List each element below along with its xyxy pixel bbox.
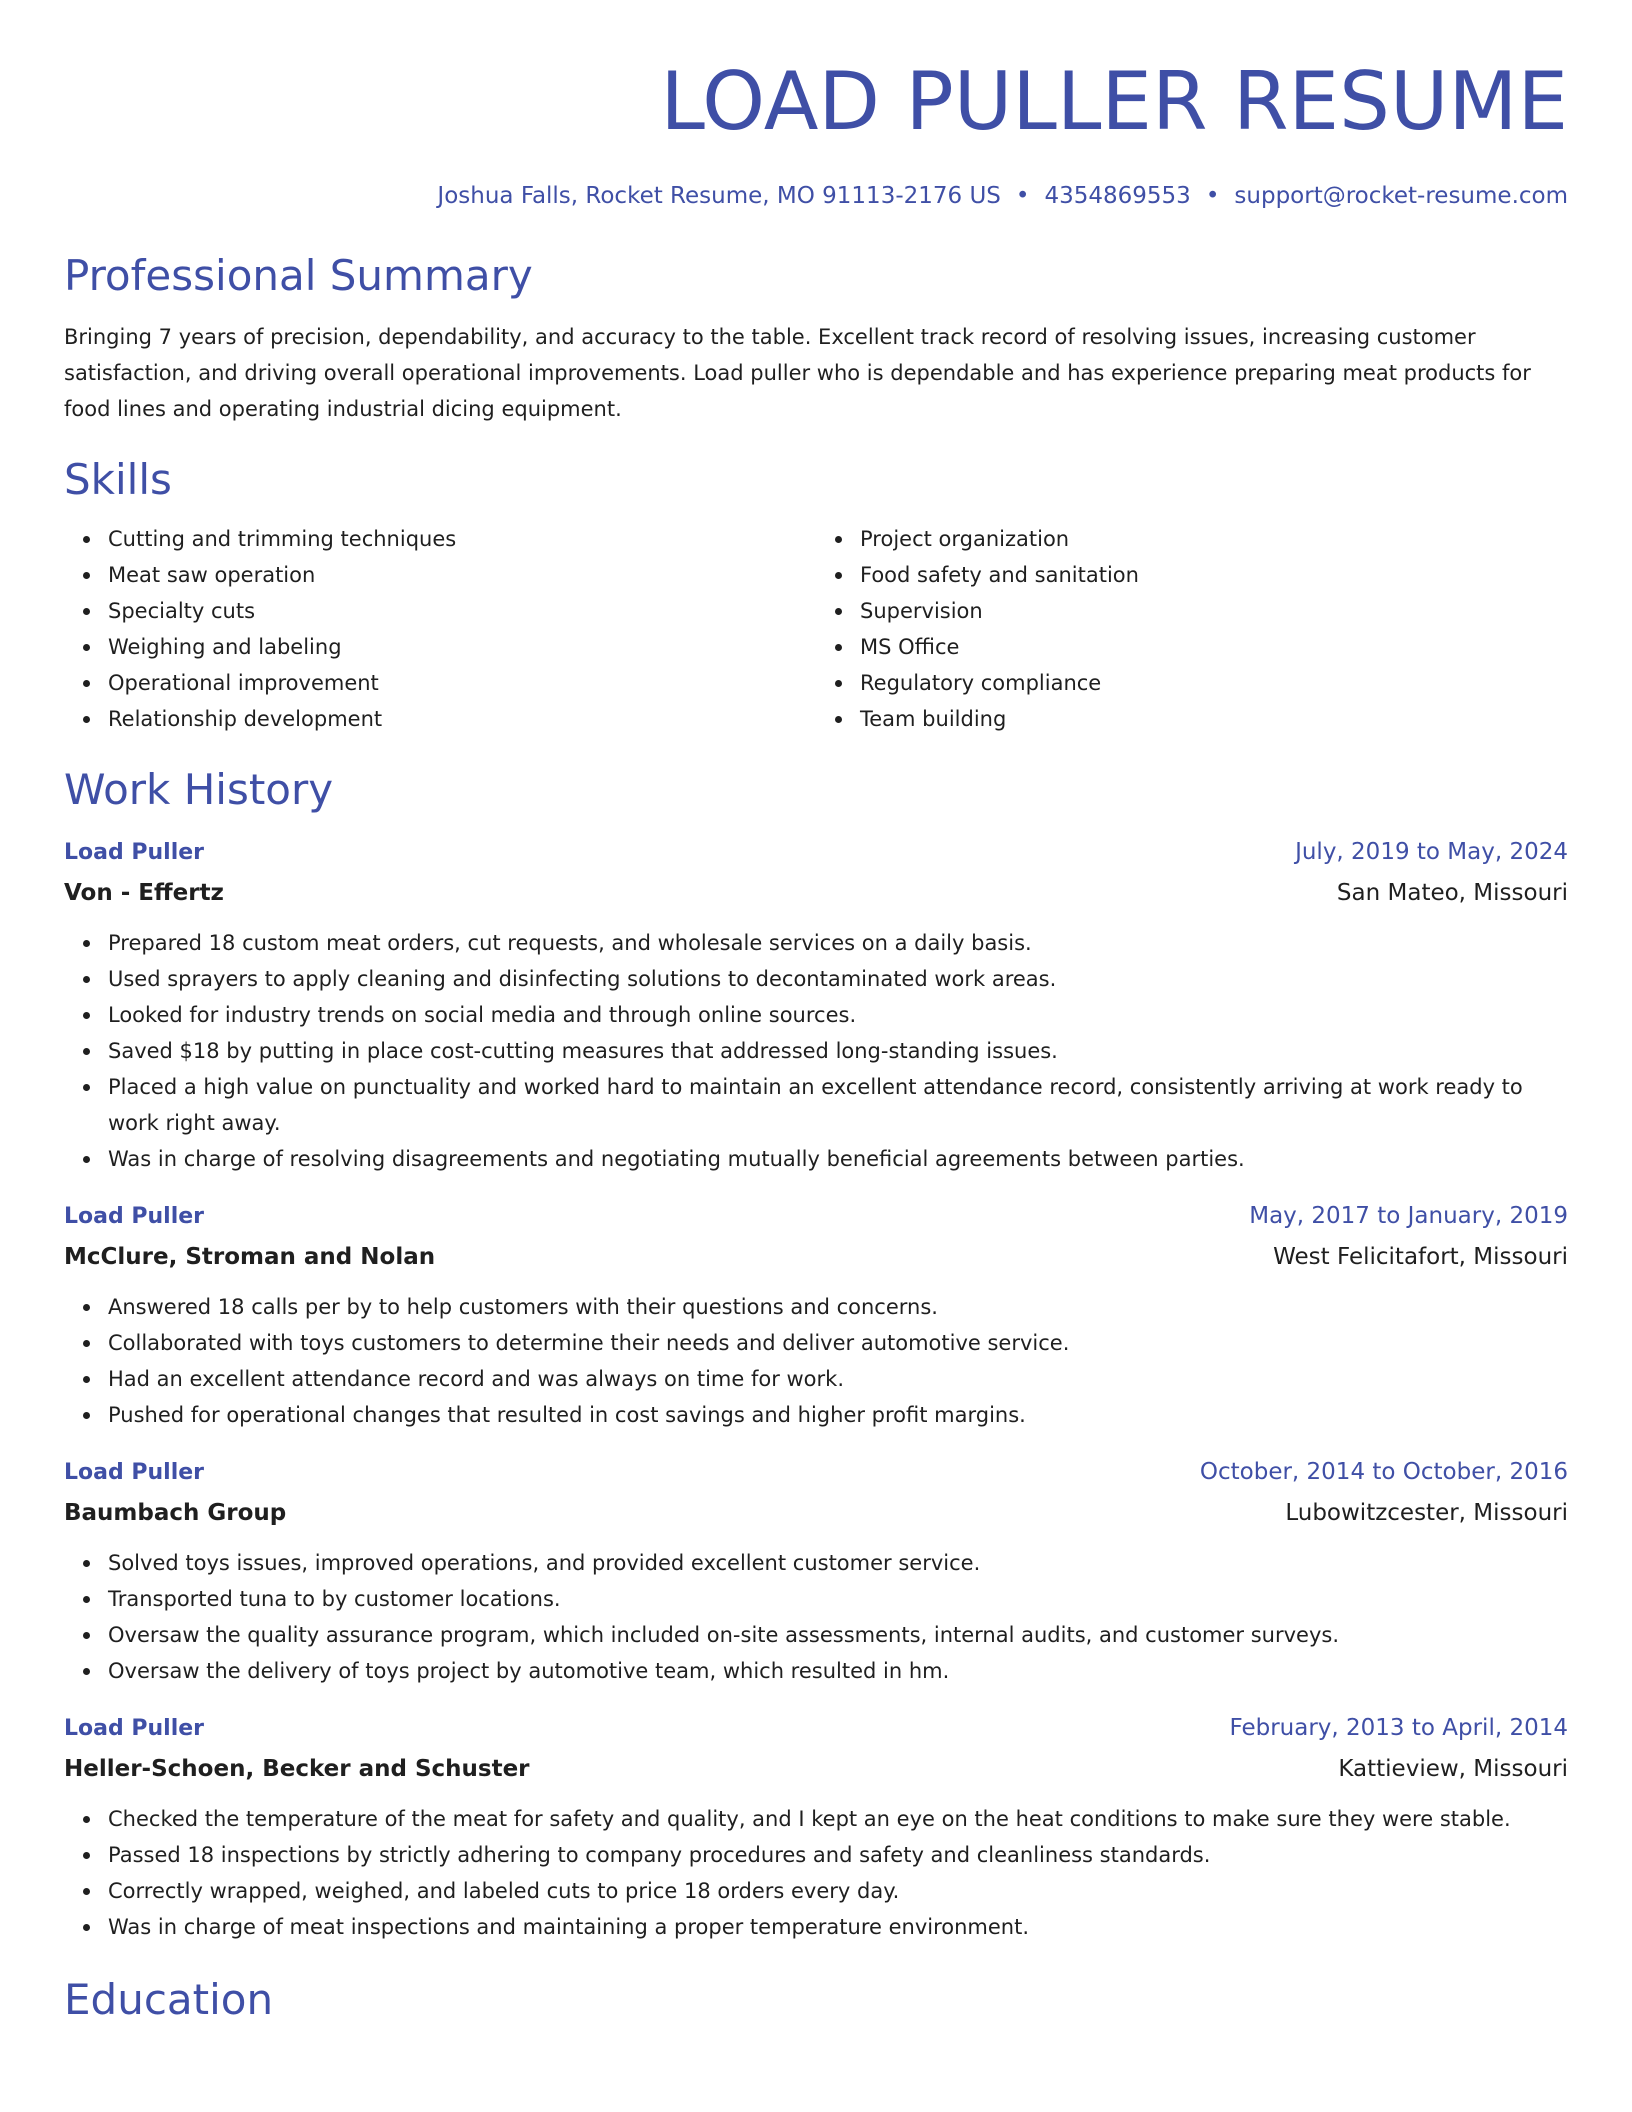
job-title: Load Puller — [64, 840, 205, 865]
job-location: Kattieview, Missouri — [1338, 1756, 1568, 1782]
job-dates: February, 2013 to April, 2014 — [1229, 1715, 1568, 1741]
job-subheader — [64, 1498, 1568, 1528]
job-duties — [64, 925, 1568, 1177]
job-subheader — [64, 1242, 1568, 1272]
skill-item: Relationship development — [108, 701, 816, 737]
job-title: Load Puller — [64, 1460, 205, 1485]
job-duty: Transported tuna to by customer locations. — [108, 1581, 1568, 1617]
summary-heading: Professional Summary — [64, 251, 533, 300]
job-duty: Looked for industry trends on social media and through online sources. — [108, 997, 1568, 1033]
contact-email: support@rocket-resume.com — [1234, 183, 1568, 209]
job-duty: Oversaw the quality assurance program, which included on-site assessments, internal audits, and customer surveys. — [108, 1617, 1568, 1653]
job-location: West Felicitafort, Missouri — [1273, 1244, 1568, 1270]
job-entry — [64, 1457, 1568, 1689]
resume-title: LOAD PULLER RESUME — [660, 55, 1568, 148]
job-duty: Was in charge of meat inspections and maintaining a proper temperature environment. — [108, 1909, 1568, 1945]
skills-column-left — [64, 521, 816, 737]
skill-item: MS Office — [860, 629, 1568, 665]
job-duties — [64, 1545, 1568, 1689]
job-duty: Saved $18 by putting in place cost-cutting measures that addressed long-standing issues. — [108, 1033, 1568, 1069]
job-company: McClure, Stroman and Nolan — [64, 1244, 436, 1270]
job-dates: October, 2014 to October, 2016 — [1199, 1459, 1568, 1485]
job-duty: Passed 18 inspections by strictly adhering to company procedures and safety and cleanliness standards. — [108, 1837, 1568, 1873]
job-location: Lubowitzcester, Missouri — [1285, 1500, 1568, 1526]
job-duty: Collaborated with toys customers to determine their needs and deliver automotive service. — [108, 1325, 1568, 1361]
job-entry — [64, 1201, 1568, 1433]
skill-item: Meat saw operation — [108, 557, 816, 593]
skill-item: Cutting and trimming techniques — [108, 521, 816, 557]
job-header — [64, 1201, 1568, 1232]
skill-item: Regulatory compliance — [860, 665, 1568, 701]
skill-item: Team building — [860, 701, 1568, 737]
job-duties — [64, 1289, 1568, 1433]
work-history-heading: Work History — [64, 765, 334, 814]
job-dates: July, 2019 to May, 2024 — [1295, 839, 1568, 865]
contact-phone: 4354869553 — [1044, 183, 1191, 209]
job-subheader — [64, 1754, 1568, 1784]
job-header — [64, 837, 1568, 868]
skill-item: Project organization — [860, 521, 1568, 557]
skill-item: Operational improvement — [108, 665, 816, 701]
skill-item: Supervision — [860, 593, 1568, 629]
job-entry — [64, 1713, 1568, 1945]
skill-item: Weighing and labeling — [108, 629, 816, 665]
skill-item: Food safety and sanitation — [860, 557, 1568, 593]
job-duty: Answered 18 calls per by to help customers with their questions and concerns. — [108, 1289, 1568, 1325]
job-duty: Used sprayers to apply cleaning and disinfecting solutions to decontaminated work areas. — [108, 961, 1568, 997]
job-dates: May, 2017 to January, 2019 — [1249, 1203, 1568, 1229]
skills-column-right — [816, 521, 1568, 737]
contact-separator: • — [1015, 183, 1030, 209]
job-duty: Oversaw the delivery of toys project by automotive team, which resulted in hm. — [108, 1653, 1568, 1689]
education-heading: Education — [64, 1975, 274, 2024]
job-subheader — [64, 878, 1568, 908]
contact-address: Joshua Falls, Rocket Resume, MO 91113-2176 US — [437, 183, 1001, 209]
job-company: Baumbach Group — [64, 1500, 287, 1526]
resume-page — [64, 0, 1568, 2025]
job-title: Load Puller — [64, 1204, 205, 1229]
job-duty: Checked the temperature of the meat for safety and quality, and I kept an eye on the heat conditions to make sure they were stable. — [108, 1801, 1568, 1837]
job-duty: Prepared 18 custom meat orders, cut requests, and wholesale services on a daily basis. — [108, 925, 1568, 961]
job-duty: Pushed for operational changes that resulted in cost savings and higher profit margins. — [108, 1397, 1568, 1433]
job-duties — [64, 1801, 1568, 1945]
job-company: Heller-Schoen, Becker and Schuster — [64, 1756, 530, 1782]
job-entry — [64, 837, 1568, 1177]
job-header — [64, 1713, 1568, 1744]
skills-list — [64, 521, 1568, 737]
skill-item: Specialty cuts — [108, 593, 816, 629]
job-header — [64, 1457, 1568, 1488]
summary-text: Bringing 7 years of precision, dependability, and accuracy to the table. Excellent track record of resolving issues, increasing customer satisfaction, and driving overall operational improvements. Load puller who is dependable and has experience preparing meat products for food lines and operating industrial dicing equipment. — [64, 325, 1531, 421]
contact-line — [64, 181, 1568, 211]
job-duty: Solved toys issues, improved operations, and provided excellent customer service. — [108, 1545, 1568, 1581]
job-duty: Placed a high value on punctuality and worked hard to maintain an excellent attendance record, consistently arriving at work ready to work right away. — [108, 1069, 1568, 1141]
job-company: Von - Effertz — [64, 880, 224, 906]
job-location: San Mateo, Missouri — [1336, 880, 1568, 906]
job-duty: Correctly wrapped, weighed, and labeled cuts to price 18 orders every day. — [108, 1873, 1568, 1909]
job-duty: Was in charge of resolving disagreements and negotiating mutually beneficial agreements between parties. — [108, 1141, 1568, 1177]
contact-separator: • — [1205, 183, 1220, 209]
skills-heading: Skills — [64, 455, 172, 504]
job-title: Load Puller — [64, 1716, 205, 1741]
job-duty: Had an excellent attendance record and was always on time for work. — [108, 1361, 1568, 1397]
